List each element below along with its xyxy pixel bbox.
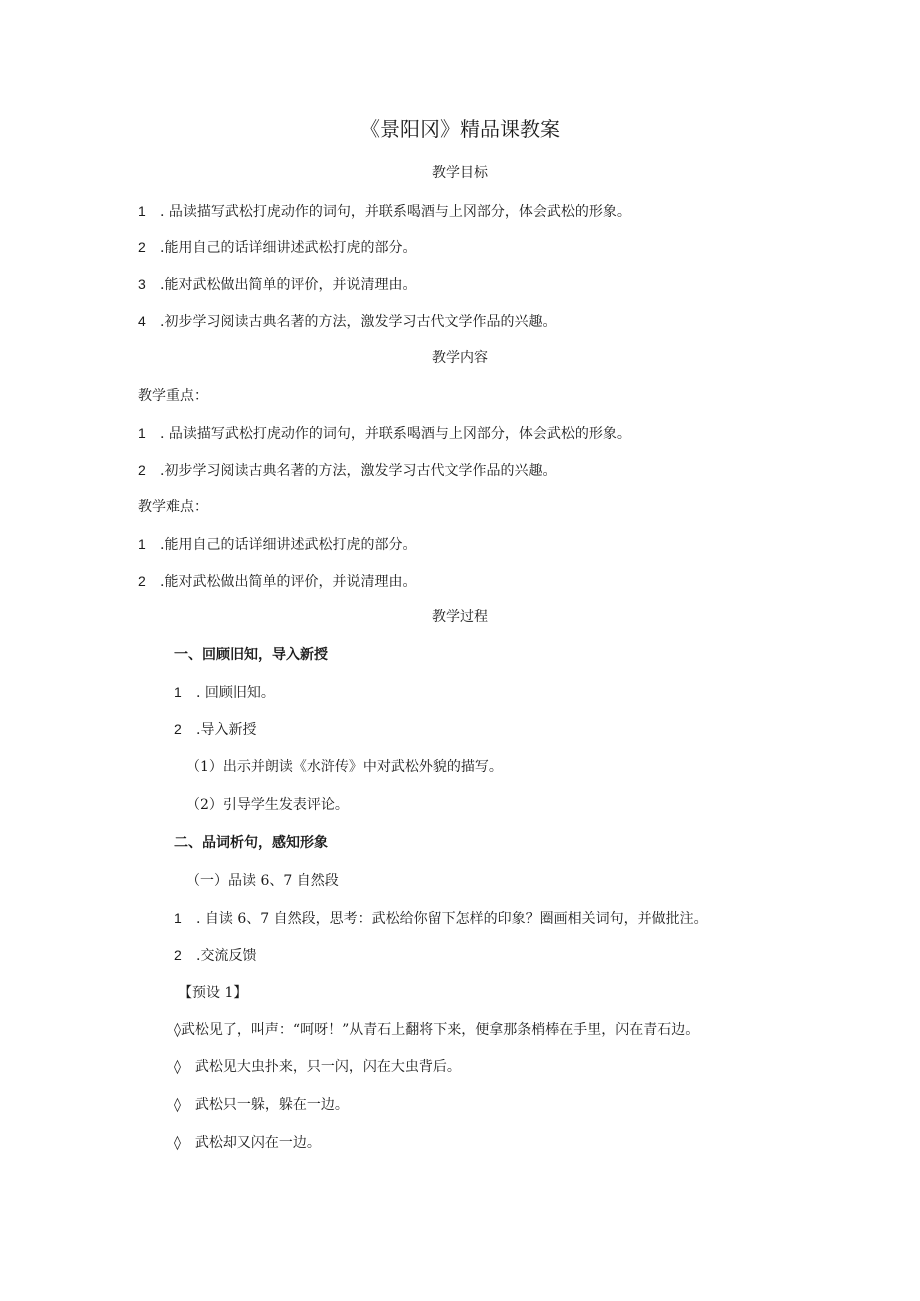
content-heading: 教学内容 — [432, 350, 488, 366]
difficulties-label: 教学难点： — [138, 499, 208, 515]
goal-item — [138, 274, 416, 295]
preset-line: ◊ 武松见大虫扑来，只一闪，闪在大虫背后。 — [174, 1059, 461, 1075]
part1-item — [174, 719, 256, 740]
part2-item-number: 2 — [174, 947, 182, 963]
document-title: 《景阳冈》精品课教案 — [360, 117, 560, 141]
part2-heading: 二、品词析句，感知形象 — [174, 835, 328, 851]
part2-item — [174, 945, 256, 966]
key-point-item — [138, 423, 631, 444]
key-point-number: 2 — [138, 462, 146, 478]
goal-text: .初步学习阅读古典名著的方法，激发学习古代文学作品的兴趣。 — [160, 314, 557, 330]
preset-line: ◊ 武松只一躲，躲在一边。 — [174, 1097, 349, 1113]
preset-label: 【预设 1】 — [178, 985, 248, 1001]
goal-text: . 品读描写武松打虎动作的词句，并联系喝酒与上冈部分，体会武松的形象。 — [160, 204, 631, 220]
goal-number: 1 — [138, 203, 146, 219]
part2-item — [174, 908, 708, 929]
preset-line: ◊武松见了，叫声：“呵呀！”从青石上翻将下来，便拿那条梢棒在手里，闪在青石边。 — [174, 1022, 700, 1038]
difficulty-number: 2 — [138, 573, 146, 589]
part1-item-text: . 回顾旧知。 — [196, 685, 275, 701]
key-point-text: .初步学习阅读古典名著的方法，激发学习古代文学作品的兴趣。 — [160, 463, 557, 479]
part1-item-number: 1 — [174, 684, 182, 700]
difficulty-text: .能对武松做出简单的评价，并说清理由。 — [160, 574, 417, 590]
goals-heading: 教学目标 — [432, 165, 488, 181]
difficulty-item — [138, 571, 416, 592]
goal-item — [138, 311, 556, 332]
part2-item-number: 1 — [174, 910, 182, 926]
process-heading: 教学过程 — [432, 609, 488, 625]
part2-item-text: .交流反馈 — [196, 948, 257, 964]
goal-text: .能用自己的话详细讲述武松打虎的部分。 — [160, 240, 417, 256]
part1-heading: 一、回顾旧知，导入新授 — [174, 647, 328, 663]
part1-item-text: .导入新授 — [196, 722, 257, 738]
part1-subitem: （2）引导学生发表评论。 — [186, 797, 349, 813]
part2-sub-heading: （一）品读 6、7 自然段 — [186, 873, 339, 889]
part1-item-number: 2 — [174, 721, 182, 737]
difficulty-number: 1 — [138, 536, 146, 552]
part2-item-text: . 自读 6、7 自然段，思考：武松给你留下怎样的印象？圈画相关词句，并做批注。 — [196, 911, 708, 927]
key-point-text: . 品读描写武松打虎动作的词句，并联系喝酒与上冈部分，体会武松的形象。 — [160, 426, 631, 442]
goal-text: .能对武松做出简单的评价，并说清理由。 — [160, 277, 417, 293]
preset-line: ◊ 武松却又闪在一边。 — [174, 1135, 321, 1151]
key-points-label: 教学重点： — [138, 388, 208, 404]
goal-item — [138, 201, 631, 222]
goal-item — [138, 237, 416, 258]
goal-number: 2 — [138, 239, 146, 255]
difficulty-text: .能用自己的话详细讲述武松打虎的部分。 — [160, 537, 417, 553]
difficulty-item — [138, 534, 416, 555]
goal-number: 3 — [138, 276, 146, 292]
key-point-number: 1 — [138, 425, 146, 441]
goal-number: 4 — [138, 313, 146, 329]
key-point-item — [138, 460, 556, 481]
part1-item — [174, 682, 275, 703]
part1-subitem: （1）出示并朗读《水浒传》中对武松外貌的描写。 — [186, 759, 503, 775]
